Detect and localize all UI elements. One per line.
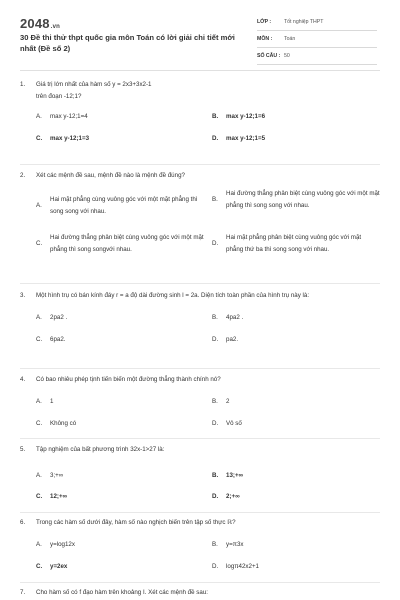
question-separator: [20, 512, 380, 513]
option-b[interactable]: B. Hai đường thẳng phân biệt cùng vuông góc với một mặt phẳng thì song song với nhau.: [212, 188, 380, 212]
question-number: 1.: [20, 81, 26, 88]
question-number: 4.: [20, 376, 26, 383]
option-text: pa2.: [226, 336, 239, 343]
option-d[interactable]: D. 2;+∞: [212, 493, 240, 500]
question-text: Một hình trụ có bán kính đáy r = a độ dài đường sinh l = 2a. Diện tích toàn phần của hình trụ này là:: [36, 292, 310, 299]
meta-key: MÔN :: [257, 36, 273, 42]
option-text: Hai đường thẳng phân biệt cùng vuông góc với một mặt phẳng thì song song với nhau.: [226, 190, 380, 209]
option-text: 1: [50, 398, 54, 405]
meta-row-count: [257, 48, 377, 65]
option-text: max y-12;1=5: [226, 135, 266, 142]
meta-key: LỚP :: [257, 19, 272, 25]
option-c[interactable]: C. 12;+∞: [36, 493, 67, 500]
option-text: y=2ex: [50, 563, 68, 570]
option-a[interactable]: A. 3;+∞: [36, 472, 64, 479]
question-1: [20, 79, 380, 142]
option-text: Hai mặt phẳng cùng vuông góc với một mặt phẳng thì song song với nhau.: [50, 196, 198, 215]
question-separator: [20, 368, 380, 369]
question-number: 2.: [20, 172, 26, 179]
option-text: y=π3x: [226, 541, 244, 548]
option-b[interactable]: B. 2: [212, 398, 230, 405]
question-6: [20, 517, 380, 570]
meta-row-subject: [257, 31, 377, 48]
option-a[interactable]: A. y=log12x: [36, 541, 75, 548]
meta-row-class: [257, 14, 377, 31]
option-a[interactable]: A. Hai mặt phẳng cùng vuông góc với một mặt phẳng thì song song với nhau.: [36, 194, 206, 218]
option-text: 2: [226, 398, 230, 405]
option-text: max y-12;1=4: [50, 113, 88, 120]
meta-table: [257, 14, 377, 65]
option-a[interactable]: A. max y-12;1=4: [36, 113, 88, 120]
option-d[interactable]: D. max y-12;1=5: [212, 135, 266, 142]
option-c[interactable]: C. Hai đường thẳng phân biệt cùng vuông góc với một mặt phẳng thì song songvới nhau.: [36, 232, 206, 256]
question-text: Tập nghiệm của bất phương trình 32x-1>27 là:: [36, 446, 165, 453]
question-number: 6.: [20, 519, 26, 526]
option-text: max y-12;1=3: [50, 135, 90, 142]
logo-main: 2048: [20, 16, 50, 31]
question-text: Trong các hàm số dưới đây, hàm số nào nghịch biến trên tập số thực ℝ?: [36, 519, 236, 526]
question-text: Có bao nhiêu phép tịnh tiến biến một đường thẳng thành chính nó?: [36, 376, 221, 383]
question-separator: [20, 582, 380, 583]
header-divider: [20, 70, 380, 71]
option-text: max y-12;1=6: [226, 113, 266, 120]
option-text: 2pa2 .: [50, 314, 68, 321]
question-4: [20, 374, 380, 427]
option-text: Hai đường thẳng phân biệt cùng vuông góc với một mặt phẳng thì song songvới nhau.: [50, 234, 204, 253]
option-text: logπ42x2+1: [226, 563, 259, 570]
meta-value: Tốt nghiệp THPT: [284, 19, 324, 25]
question-text: Xét các mệnh đề sau, mệnh đề nào là mệnh đề đúng?: [36, 172, 185, 179]
option-text: 3;+∞: [50, 472, 64, 479]
question-7: [20, 587, 380, 599]
option-b[interactable]: B. 13;+∞: [212, 472, 243, 479]
option-c[interactable]: C. y=2ex: [36, 563, 68, 570]
option-b[interactable]: B. max y-12;1=6: [212, 113, 266, 120]
option-c[interactable]: C. max y-12;1=3: [36, 135, 90, 142]
option-a[interactable]: A. 2pa2 .: [36, 314, 68, 321]
option-text: 13;+∞: [226, 472, 243, 479]
option-text: 12;+∞: [50, 493, 67, 500]
option-text: 6pa2.: [50, 336, 66, 343]
question-5: [20, 444, 380, 500]
question-separator: [20, 283, 380, 284]
meta-value: 50: [284, 53, 290, 59]
question-separator: [20, 164, 380, 165]
document-header: [0, 0, 400, 64]
option-d[interactable]: D. pa2.: [212, 336, 239, 343]
option-c[interactable]: C. 6pa2.: [36, 336, 66, 343]
question-subtext: trên đoạn -12;1?: [36, 93, 82, 100]
question-text: Cho hàm số có f đạo hàm trên khoảng I. Xét các mệnh đề sau:: [36, 589, 208, 596]
question-number: 3.: [20, 292, 26, 299]
option-text: 4pa2 .: [226, 314, 244, 321]
meta-key: SỐ CÂU :: [257, 53, 281, 59]
option-d[interactable]: D. Vô số: [212, 420, 242, 427]
option-b[interactable]: B. y=π3x: [212, 541, 244, 548]
question-separator: [20, 438, 380, 439]
option-text: Hai mặt phẳng phân biệt cùng vuông góc với mặt phẳng thứ ba thì song song với nhau.: [226, 234, 362, 253]
option-b[interactable]: B. 4pa2 .: [212, 314, 244, 321]
site-logo[interactable]: [20, 16, 60, 31]
question-2: [20, 170, 380, 253]
option-a[interactable]: A. 1: [36, 398, 54, 405]
document-title: 30 Đề thi thử thpt quốc gia môn Toán có lời giải chi tiết mới nhất (Đề số 2): [20, 33, 235, 53]
option-d[interactable]: D. Hai mặt phẳng phân biệt cùng vuông góc với mặt phẳng thứ ba thì song song với nhau.: [212, 232, 380, 256]
option-c[interactable]: C. Không có: [36, 420, 77, 427]
question-number: 7.: [20, 589, 26, 596]
question-number: 5.: [20, 446, 26, 453]
question-3: [20, 290, 380, 343]
meta-value: Toán: [284, 36, 296, 42]
logo-suffix: .vn: [50, 24, 61, 30]
option-d[interactable]: D. logπ42x2+1: [212, 563, 259, 570]
option-text: Không có: [50, 420, 77, 427]
option-text: 2;+∞: [226, 493, 240, 500]
option-text: Vô số: [226, 420, 242, 427]
option-text: y=log12x: [50, 541, 75, 548]
question-text: Giá trị lớn nhất của hàm số y = 2x3+3x2-1: [36, 81, 152, 88]
